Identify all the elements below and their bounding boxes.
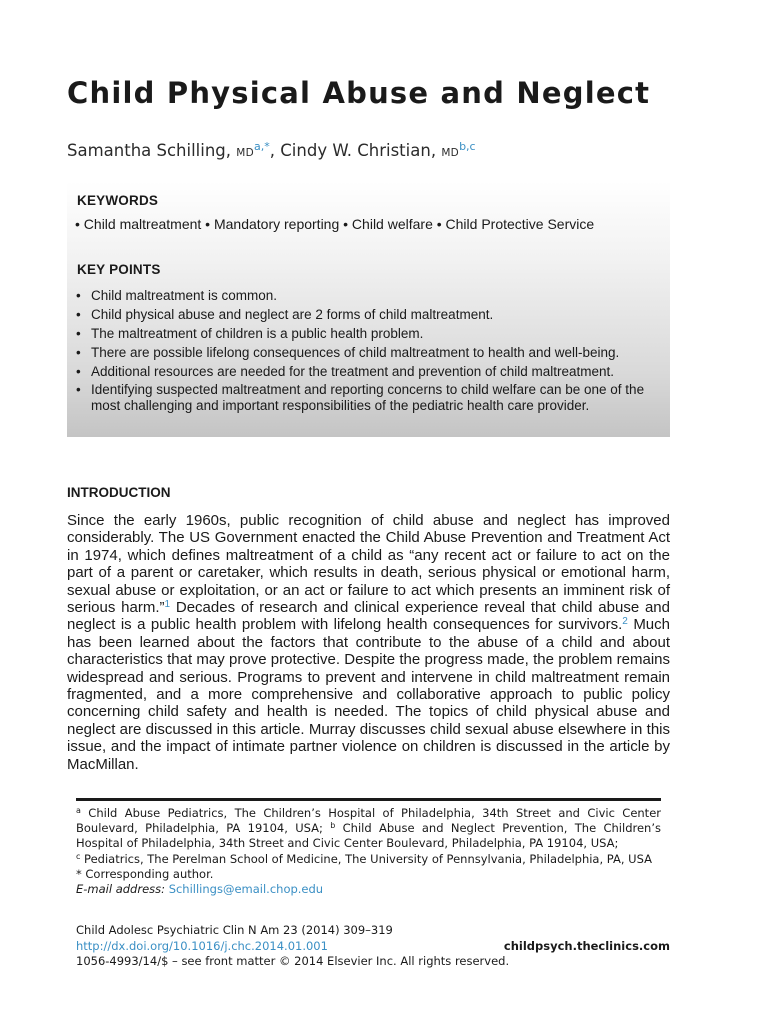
doi-link[interactable]: http://dx.doi.org/10.1016/j.chc.2014.01.001 [76,938,328,953]
author-degree: MD [236,147,255,159]
key-point-item: • Child maltreatment is common. [75,288,665,304]
reference-link[interactable]: 1 [164,599,171,611]
author-name: Cindy W. Christian [280,141,431,160]
intro-text: Much has been learned about the factors that contribute to the abuse of a child and about characteristics that may prove protective. Despite the progress made, the problem remains widespread and serious. Programs to prevent and intervene in child maltreatment remain fragmented, and a more comprehensive and collaborative approach to public policy concerning child safety and health is needed. The topics of child physical abuse and neglect are discussed in this article. Murray discusses child sexual abuse elsewhere in this issue, and the impact of intimate partner violence on children is discussed in the article by MacMillan. [67,616,670,773]
journal-citation: Child Adolesc Psychiatric Clin N Am 23 (2014) 309–319 [76,923,393,937]
author-name: Samantha Schilling [67,141,226,160]
affiliation-c-line [76,852,661,867]
keywords-heading: KEYWORDS [77,193,159,208]
introduction-paragraph [67,512,670,773]
author-list: Samantha Schilling, $MD^{a,*}$, Cindy W. Christian, MD$^{b,c}$ [67,140,476,160]
key-points-heading: KEY POINTS [77,262,161,277]
corresponding-author: * Corresponding author. [76,866,214,881]
email-link[interactable]: Schillings@email.chop.edu [168,882,324,897]
affiliation-a: Child Abuse Pediatrics, The Children’s Hospital of Philadelphia, 34th Street and Civic Center Boulevard, Philadelphia, PA 19104, USA; [76,806,661,836]
intro-text: Decades of research and clinical experience reveal that child abuse and neglect is a public health problem with lifelong health consequences for survivors. [67,599,670,634]
affiliation-footnotes [76,806,661,897]
intro-text: Since the early 1960s, public recognition of child abuse and neglect has improved considerably. The US Government enacted the Child Abuse Prevention and Treatment Act in 1974, which defines maltreatment of a child as “any recent act or failure to act on the part of a parent or caretaker, which results in death, serious physical or emotional harm, sexual abuse or exploitation, or an act or failure to act which presents an imminent risk of serious harm.” [67,512,670,617]
key-point-item: • Additional resources are needed for the treatment and prevention of child maltreatment. [75,364,665,380]
author-affiliation-marks[interactable]: a,* [254,140,270,153]
author-degree: MD [441,147,460,159]
journal-website[interactable]: childpsych.theclinics.com [503,938,670,953]
key-point-item: • The maltreatment of children is a public health problem. [75,326,665,342]
introduction-heading: INTRODUCTION [67,485,171,500]
author-affiliation-marks[interactable]: b,c [459,140,476,153]
key-point-item: • Identifying suspected maltreatment and reporting concerns to child welfare can be one of the most challenging and important responsibilities of the pediatric health care provider. [75,382,665,414]
key-points-list [75,288,665,417]
journal-footer [76,923,670,970]
footnote-mark: a [76,806,81,815]
affiliation-c: Pediatrics, The Perelman School of Medicine, The University of Pennsylvania, Philadelphia, PA, USA [80,851,652,866]
affiliation-b: Child Abuse and Neglect Prevention, The Children’s Hospital of Philadelphia, 34th Street and Civic Center Boulevard, Philadelphia, PA 19104, USA; [76,821,661,851]
email-label: E-mail address: [76,882,166,897]
reference-link[interactable]: 2 [622,616,628,628]
footnote-mark: b [330,821,336,831]
key-point-item: • Child physical abuse and neglect are 2 forms of child maltreatment. [75,307,665,323]
email-line [76,882,661,897]
copyright-line: 1056-4993/14/$ – see front matter © 2014 Elsevier Inc. All rights reserved. [76,954,510,968]
article-title: Child Physical Abuse and Neglect [67,76,651,110]
key-point-item: • There are possible lifelong consequences of child maltreatment to health and well-being. [75,345,665,361]
keywords-list: • Child maltreatment • Mandatory reporting • Child welfare • Child Protective Service [75,216,595,232]
footnote-divider [76,798,661,801]
keywords-keypoints-box [67,181,670,437]
footnote-mark: c [76,851,81,861]
affiliation-text [76,806,661,852]
